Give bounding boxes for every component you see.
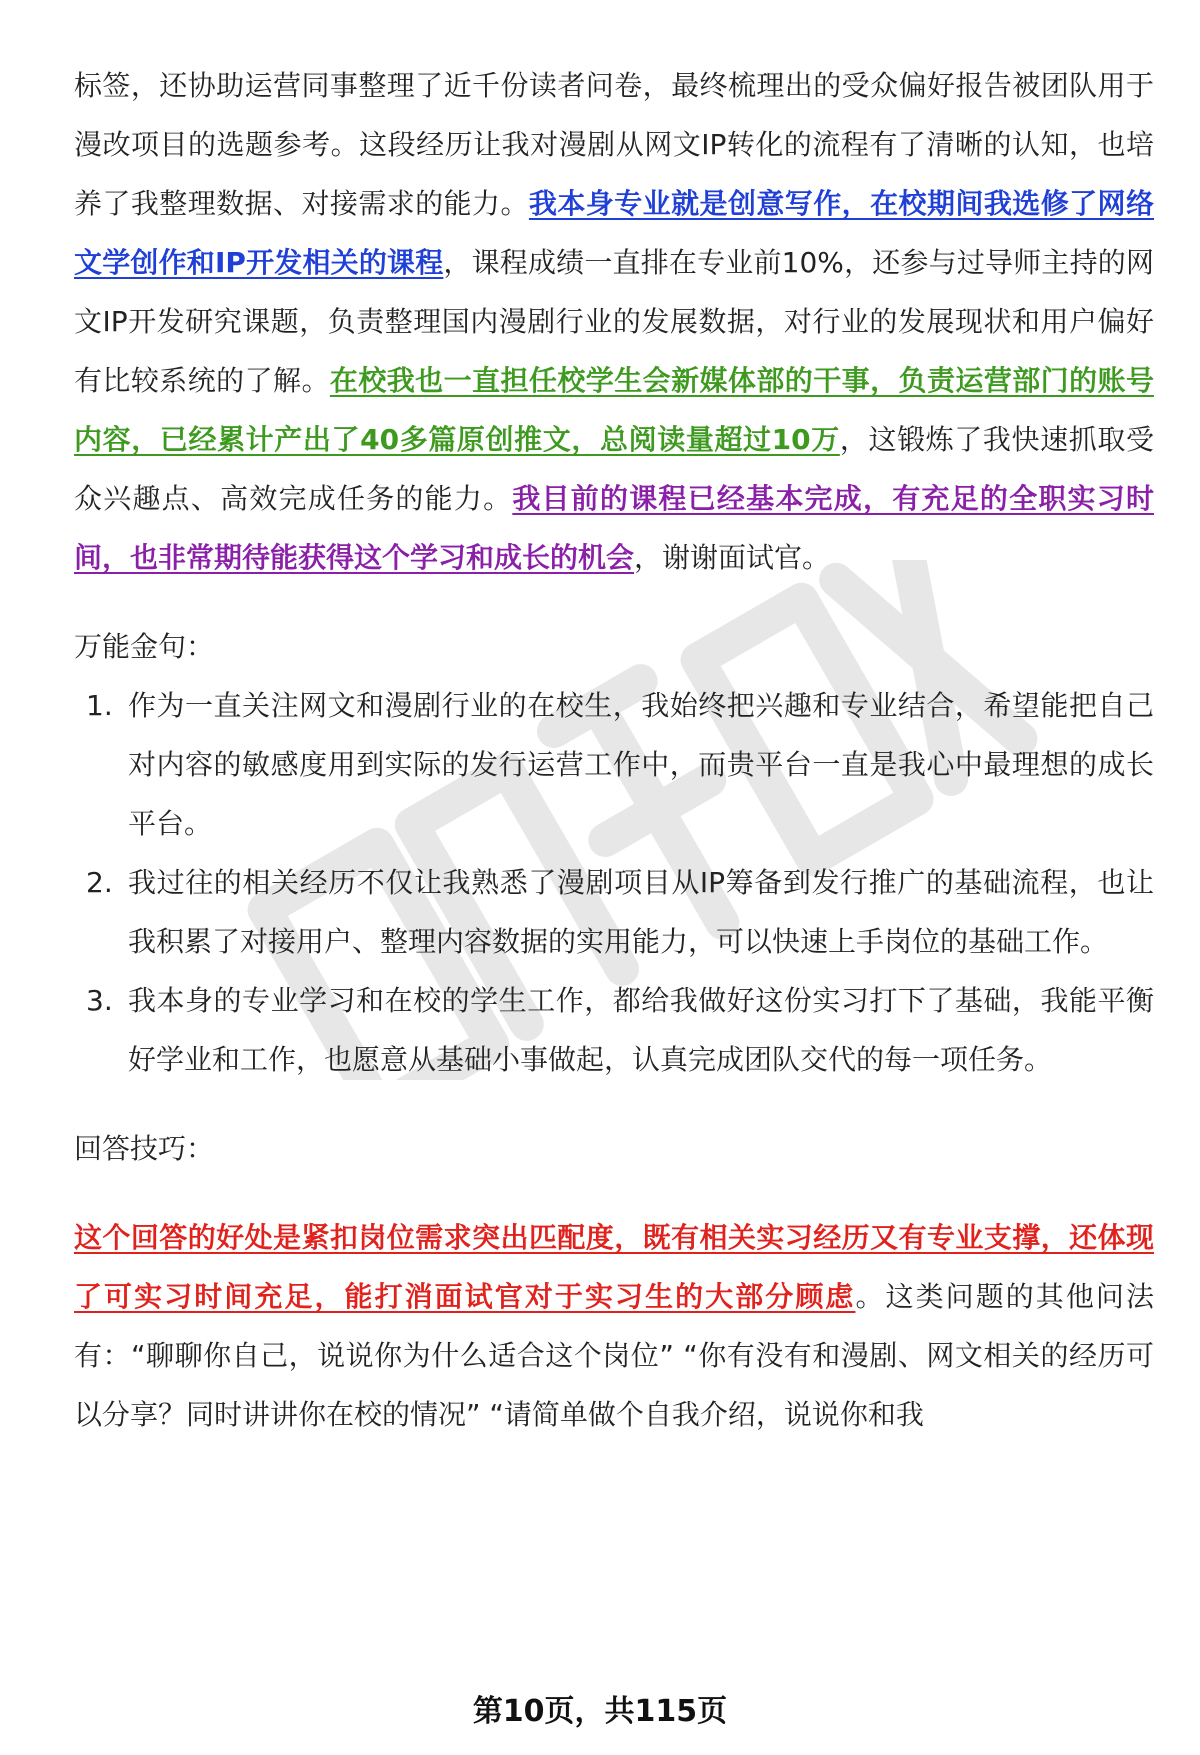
list-item-text: 我本身的专业学习和在校的学生工作，都给我做好这份实习打下了基础，我能平衡好学业和工作，也愿意从基础小事做起，认真完成团队交代的每一项任务。 [128,984,1154,1076]
list-item [74,676,1154,853]
paragraph-text-4: ，谢谢面试官。 [634,541,831,574]
list-item-text: 作为一直关注网文和漫剧行业的在校生，我始终把兴趣和专业结合，希望能把自己对内容的敏感度用到实际的发行运营工作中，而贵平台一直是我心中最理想的成长平台。 [128,689,1154,840]
list-item-text: 我过往的相关经历不仅让我熟悉了漫剧项目从IP筹备到发行推广的基础流程，也让我积累了对接用户、整理内容数据的实用能力，可以快速上手岗位的基础工作。 [128,866,1154,958]
golden-sentences-list [74,676,1154,1089]
list-item [74,853,1154,971]
highlight-tips: 这个回答的好处是紧扣岗位需求突出匹配度，既有相关实习经历又有专业支撑，还体现了可实习时间充足，能打消面试官对于实习生的大部分顾虑 [74,1221,1154,1313]
page-number-footer: 第10页，共115页 [472,1694,728,1729]
golden-sentences-heading: 万能金句： [74,630,215,663]
list-item [74,971,1154,1089]
document-page [74,56,1154,1444]
intro-paragraph [74,56,1154,587]
list-item-number: 2. [86,866,113,899]
paragraph-text-3: ，这锻炼了我快速抓取受众兴趣点、高效完成任务的能力。 [74,423,1154,515]
answer-tips-paragraph [74,1208,1154,1444]
paragraph-text-1: 标签，还协助运营同事整理了近千份读者问卷，最终梳理出的受众偏好报告被团队用于漫改项目的选题参考。这段经历让我对漫剧从网文IP转化的流程有了清晰的认知，也培养了我整理数据、对接需求的能力。 [74,69,1154,220]
list-item-number: 3. [86,984,113,1017]
highlight-student-union: 在校我也一直担任校学生会新媒体部的干事，负责运营部门的账号内容，已经累计产出了40多篇原创推文，总阅读量超过10万 [74,364,1154,456]
highlight-major: 我本身专业就是创意写作，在校期间我选修了网络文学创作和IP开发相关的课程 [74,187,1154,279]
tips-text: 。这类问题的其他问法有：“聊聊你自己，说说你为什么适合这个岗位” “你有没有和漫剧、网文相关的经历可以分享？同时讲讲你在校的情况” “请简单做个自我介绍，说说你和我 [74,1280,1154,1431]
answer-tips-heading: 回答技巧： [74,1132,215,1165]
list-item-number: 1. [86,689,113,722]
paragraph-text-2: ，课程成绩一直排在专业前10%，还参与过导师主持的网文IP开发研究课题，负责整理国内漫剧行业的发展数据，对行业的发展现状和用户偏好有比较系统的了解。 [74,246,1154,397]
highlight-availability: 我目前的课程已经基本完成，有充足的全职实习时间，也非常期待能获得这个学习和成长的机会 [74,482,1154,574]
